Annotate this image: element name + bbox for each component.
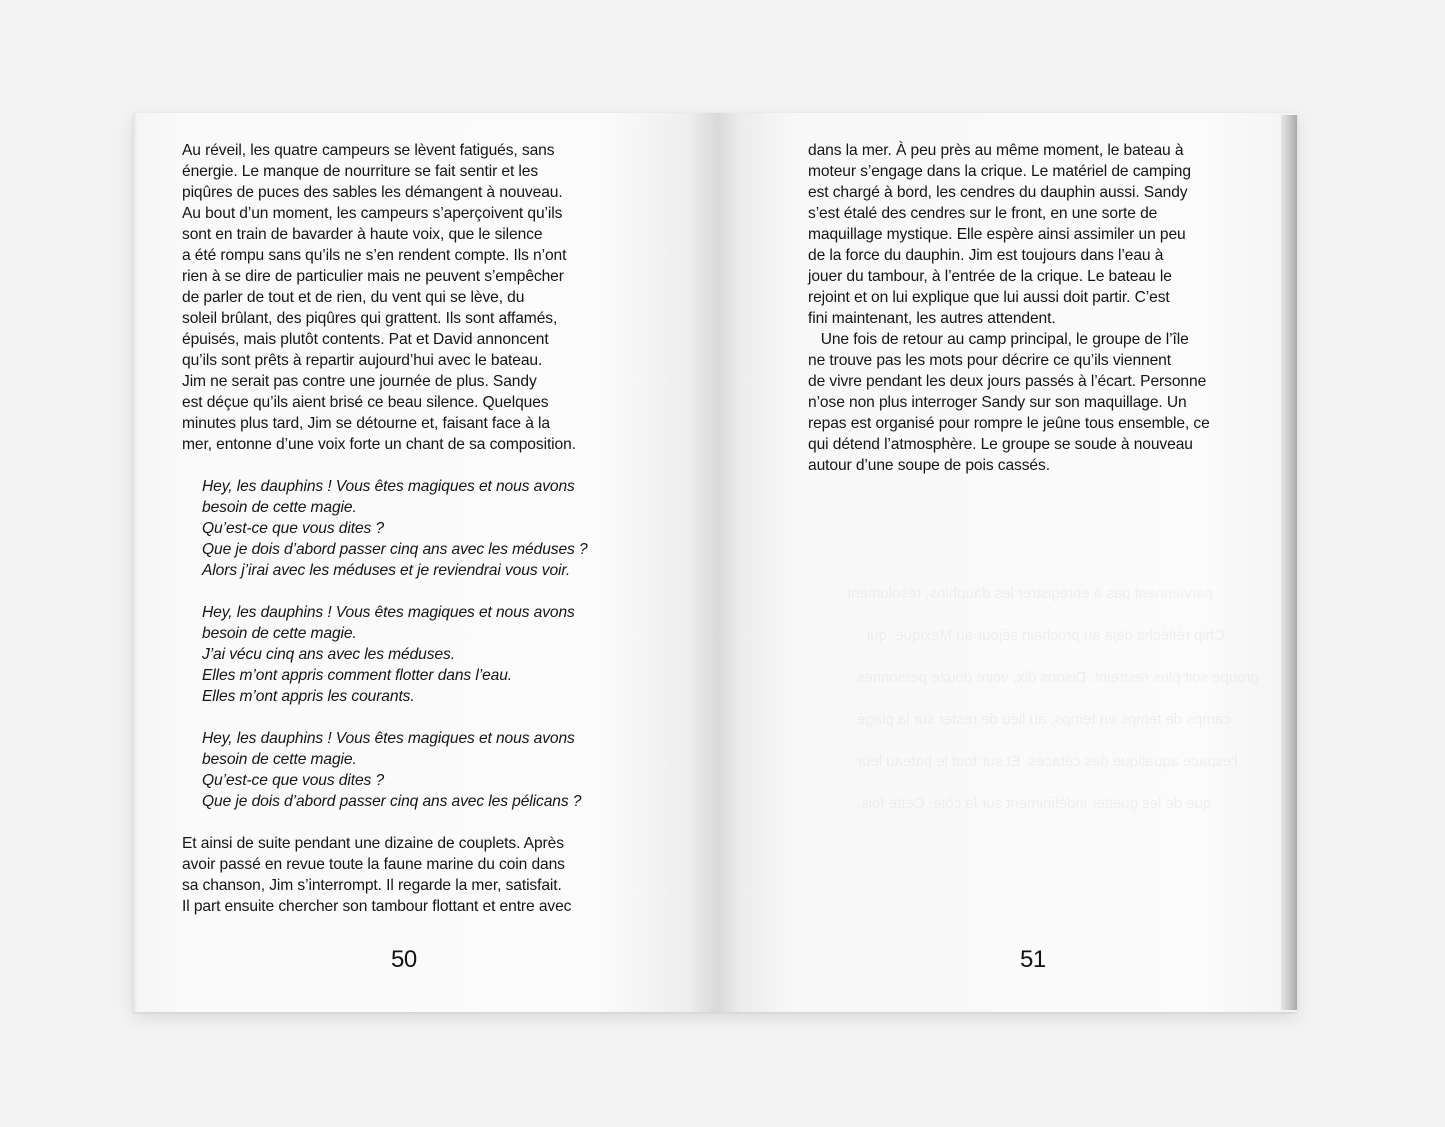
text-line: Et ainsi de suite pendant une dizaine de couplets. Après xyxy=(182,835,564,852)
text-line: épuisés, mais plutôt contents. Pat et David annoncent xyxy=(182,331,549,348)
right-page xyxy=(717,113,1289,1012)
text-line: ne trouve pas les mots pour décrire ce qu’ils viennent xyxy=(808,352,1171,369)
verse-line: Qu’est-ce que vous dites ? xyxy=(202,520,385,537)
verse-line: Elles m’ont appris comment flotter dans l’eau. xyxy=(202,667,513,684)
text-line: fini maintenant, les autres attendent. xyxy=(808,310,1056,327)
text-line: Au bout d’un moment, les campeurs s’aperçoivent qu’ils xyxy=(182,205,563,222)
text-line: repas est organisé pour rompre le jeûne tous ensemble, ce xyxy=(808,415,1210,432)
stanza-gap xyxy=(182,707,644,728)
text-line: de la force du dauphin. Jim est toujours dans l’eau à xyxy=(808,247,1164,264)
show-through-text xyxy=(847,583,1213,604)
left-page xyxy=(133,113,717,1012)
stanza-gap xyxy=(182,812,644,833)
text-line: de parler de tout et de rien, du vent qui se lève, du xyxy=(182,289,525,306)
left-page-text xyxy=(182,140,644,917)
verse-line: Alors j’irai avec les méduses et je reviendrai vous voir. xyxy=(202,562,571,579)
stanza-gap xyxy=(182,455,644,476)
text-line: dans la mer. À peu près au même moment, le bateau à xyxy=(808,142,1184,159)
text-line: s’est étalé des cendres sur le front, en une sorte de xyxy=(808,205,1158,222)
open-book xyxy=(133,113,1297,1012)
text-line: Il part ensuite chercher son tambour flottant et entre avec xyxy=(182,898,572,915)
text-line: soleil brûlant, des piqûres qui grattent. Ils sont affamés, xyxy=(182,310,558,327)
verse-line: J’ai vécu cinq ans avec les méduses. xyxy=(202,646,455,663)
show-through-text xyxy=(857,793,1211,814)
show-through-text xyxy=(867,625,1225,646)
text-line: est déçue qu’ils aient brisé ce beau silence. Quelques xyxy=(182,394,549,411)
verse-line: Hey, les dauphins ! Vous êtes magiques et nous avons xyxy=(202,478,575,495)
text-line: autour d’une soupe de pois cassés. xyxy=(808,457,1050,474)
verse-line: Hey, les dauphins ! Vous êtes magiques et nous avons xyxy=(202,730,575,747)
text-line: rien à se dire de particulier mais ne peuvent s’empêcher xyxy=(182,268,564,285)
verse-line: besoin de cette magie. xyxy=(202,751,357,768)
text-line: minutes plus tard, Jim se détourne et, faisant face à la xyxy=(182,415,550,432)
text-line: qui détend l’atmosphère. Le groupe se soude à nouveau xyxy=(808,436,1193,453)
text-line: a été rompu sans qu’ils ne s’en rendent compte. Ils n’ont xyxy=(182,247,567,264)
text-line: avoir passé en revue toute la faune marine du coin dans xyxy=(182,856,565,873)
text-line: Une fois de retour au camp principal, le groupe de l’île xyxy=(808,331,1189,348)
verse-line: besoin de cette magie. xyxy=(202,499,357,516)
verse-line: besoin de cette magie. xyxy=(202,625,357,642)
text-line: moteur s’engage dans la crique. Le matériel de camping xyxy=(808,163,1191,180)
show-through-text xyxy=(857,667,1259,688)
text-line: n’ose non plus interroger Sandy sur son maquillage. Un xyxy=(808,394,1187,411)
left-page-edge xyxy=(133,113,137,1012)
verse-line: Hey, les dauphins ! Vous êtes magiques et nous avons xyxy=(202,604,575,621)
verse-line: Que je dois d’abord passer cinq ans avec les pélicans ? xyxy=(202,793,582,810)
verse-line: Elles m’ont appris les courants. xyxy=(202,688,415,705)
text-line: qu’ils sont prêts à repartir aujourd’hui avec le bateau. xyxy=(182,352,543,369)
page-number-right: 51 xyxy=(1020,946,1046,973)
text-line: sa chanson, Jim s’interrompt. Il regarde la mer, satisfait. xyxy=(182,877,562,894)
text-line: mer, entonne d’une voix forte un chant de sa composition. xyxy=(182,436,576,453)
text-line: maquillage mystique. Elle espère ainsi assimiler un peu xyxy=(808,226,1186,243)
text-line: rejoint et on lui explique que lui aussi doit partir. C’est xyxy=(808,289,1170,306)
verse-line: Que je dois d’abord passer cinq ans avec les méduses ? xyxy=(202,541,588,558)
text-line: Jim ne serait pas contre une journée de plus. Sandy xyxy=(182,373,537,390)
text-line: est chargé à bord, les cendres du dauphin aussi. Sandy xyxy=(808,184,1188,201)
text-line: de vivre pendant les deux jours passés à l’écart. Personne xyxy=(808,373,1207,390)
text-line: Au réveil, les quatre campeurs se lèvent fatigués, sans xyxy=(182,142,555,159)
show-through-text xyxy=(857,751,1238,772)
page-stack-edge xyxy=(1281,115,1297,1010)
page-number-left: 50 xyxy=(391,946,417,973)
text-line: piqûres de puces des sables les démangent à nouveau. xyxy=(182,184,563,201)
text-line: sont en train de bavarder à haute voix, que le silence xyxy=(182,226,543,243)
text-line: énergie. Le manque de nourriture se fait sentir et les xyxy=(182,163,539,180)
show-through-text xyxy=(857,709,1231,730)
verse-line: Qu’est-ce que vous dites ? xyxy=(202,772,385,789)
text-line: jouer du tambour, à l’entrée de la crique. Le bateau le xyxy=(808,268,1172,285)
right-page-text xyxy=(808,140,1258,476)
stanza-gap xyxy=(182,581,644,602)
